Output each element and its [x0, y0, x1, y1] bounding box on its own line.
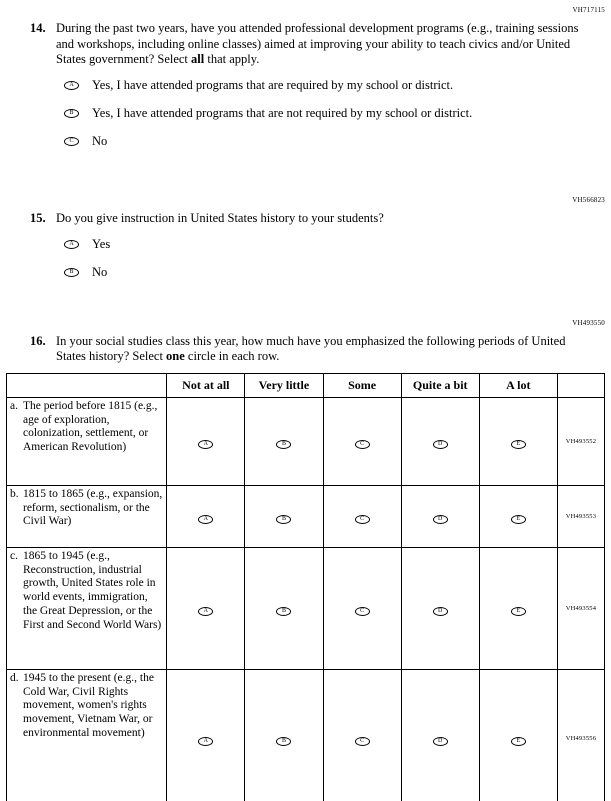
q16-row-b-oval-some[interactable]: [355, 515, 370, 524]
q16-col-very-little: Very little: [245, 373, 323, 397]
oval-letter: A: [203, 441, 208, 448]
q16-row-c-oval-quite-a-bit[interactable]: [433, 607, 448, 616]
q14-option-3-oval-letter: C: [69, 138, 74, 145]
q16-header-stub: [7, 373, 167, 397]
oval-letter: C: [360, 608, 365, 615]
q14-options: [0, 78, 611, 149]
q16-row-b-cell-2: [245, 485, 323, 547]
q15-option-1-oval-letter: A: [69, 241, 74, 247]
q15-option-2-oval-letter: B: [69, 269, 74, 275]
q14-option-3-oval[interactable]: [64, 137, 79, 146]
q16-row-c-oval-very-little[interactable]: [276, 607, 291, 616]
oval-letter: E: [516, 738, 521, 745]
q16-row-a-cell-2: [245, 397, 323, 485]
question-15: [0, 209, 611, 227]
q16-row-c-cell-5: [479, 547, 557, 669]
q16-row-a-letter: a.: [10, 399, 18, 412]
oval-letter: E: [516, 441, 521, 448]
question-16: [0, 332, 611, 365]
q14-option-1-oval[interactable]: [64, 81, 79, 90]
oval-letter: B: [281, 516, 286, 523]
oval-letter: D: [438, 738, 443, 745]
q16-row-d-oval-very-little[interactable]: [276, 737, 291, 746]
q15-option-2-oval[interactable]: [64, 268, 79, 277]
oval-letter: A: [203, 738, 208, 745]
q15-option-2: [64, 265, 611, 280]
q16-text-bold: one: [166, 349, 185, 364]
oval-letter: B: [281, 738, 286, 745]
q16-row-d-cell-2: [245, 669, 323, 801]
q16-row-c-cell-3: [323, 547, 401, 669]
q16-header-row: [7, 373, 605, 397]
q16-row-d-letter: d.: [10, 671, 19, 684]
q14-option-3-label: No: [92, 133, 108, 148]
q16-row-c-oval-a-lot[interactable]: [511, 607, 526, 616]
q14-option-2: [64, 106, 611, 121]
q15-item-code: VH566823: [572, 195, 605, 204]
question-14: [0, 19, 611, 68]
q16-table: [6, 373, 605, 801]
oval-letter: C: [360, 441, 365, 448]
q16-row-b: [7, 485, 605, 547]
q16-row-d-oval-not-at-all[interactable]: [198, 737, 213, 746]
q15-option-1-oval[interactable]: [64, 240, 79, 249]
q16-row-c: [7, 547, 605, 669]
q16-col-not-at-all: Not at all: [167, 373, 245, 397]
q15-option-2-label: No: [92, 264, 108, 279]
q16-row-b-oval-a-lot[interactable]: [511, 515, 526, 524]
q16-row-d-cell-1: [167, 669, 245, 801]
q16-row-c-label: 1865 to 1945 (e.g., Reconstruction, industrial growth, United States role in world events, immigration, the Great Depression, or the First and Second World Wars): [23, 549, 162, 631]
q14-option-1-label: Yes, I have attended programs that are required by my school or district.: [92, 77, 454, 92]
oval-letter: A: [203, 516, 208, 523]
q16-row-d-cell-5: [479, 669, 557, 801]
q16-row-d-oval-a-lot[interactable]: [511, 737, 526, 746]
q15-number: 15.: [30, 210, 46, 225]
q16-row-b-oval-quite-a-bit[interactable]: [433, 515, 448, 524]
q16-row-b-label: 1815 to 1865 (e.g., expansion, reform, sectionalism, or the Civil War): [23, 487, 163, 528]
oval-letter: B: [281, 608, 286, 615]
spacer: [0, 162, 611, 196]
q16-row-b-letter: b.: [10, 487, 19, 500]
q14-text: [56, 21, 581, 68]
q15-option-1-label: Yes: [92, 236, 111, 251]
q16-row-d-label: 1945 to the present (e.g., the Cold War, Civil Rights movement, women's rights movement, Vietnam War, or environmental movement): [23, 671, 154, 739]
q16-row-a: [7, 397, 605, 485]
q16-row-c-cell-2: [245, 547, 323, 669]
q16-row-d-cell-4: [401, 669, 479, 801]
oval-letter: D: [438, 608, 443, 615]
q16-row-a-oval-very-little[interactable]: [276, 440, 291, 449]
q16-row-a-code: VH493552: [557, 397, 604, 485]
q16-row-b-cell-1: [167, 485, 245, 547]
q16-text-after: circle in each row.: [184, 349, 280, 364]
q16-row-c-oval-some[interactable]: [355, 607, 370, 616]
q16-row-a-cell-3: [323, 397, 401, 485]
q14-number: 14.: [30, 21, 46, 35]
q14-option-2-oval-letter: B: [69, 110, 74, 117]
q16-row-c-cell-1: [167, 547, 245, 669]
q16-row-b-code: VH493553: [557, 485, 604, 547]
oval-letter: B: [281, 441, 286, 448]
q16-row-b-oval-not-at-all[interactable]: [198, 515, 213, 524]
q16-row-a-oval-not-at-all[interactable]: [198, 440, 213, 449]
q16-header-code: [557, 373, 604, 397]
q16-row-d-oval-some[interactable]: [355, 737, 370, 746]
q16-number: 16.: [30, 333, 46, 348]
q16-row-d-label-cell: [7, 669, 167, 801]
q16-row-d: [7, 669, 605, 801]
q16-row-a-cell-1: [167, 397, 245, 485]
q14-text-before: During the past two years, have you attended professional development programs (e.g., training sessions and workshops, including online classes) aimed at improving your ability to teach civics and/or United States government? Select: [56, 21, 579, 67]
q14-option-1: [64, 78, 611, 93]
q16-text: [56, 334, 581, 365]
q16-row-c-code: VH493554: [557, 547, 604, 669]
q16-row-b-oval-very-little[interactable]: [276, 515, 291, 524]
q16-row-b-label-cell: [7, 485, 167, 547]
q15-text: Do you give instruction in United States history to your students?: [56, 210, 384, 225]
q16-col-quite-a-bit: Quite a bit: [401, 373, 479, 397]
q16-col-some: Some: [323, 373, 401, 397]
q16-row-c-label-cell: [7, 547, 167, 669]
q16-row-c-oval-not-at-all[interactable]: [198, 607, 213, 616]
q14-text-after: that apply.: [204, 52, 260, 67]
oval-letter: D: [438, 441, 443, 448]
oval-letter: C: [360, 516, 365, 523]
q14-option-2-label: Yes, I have attended programs that are not required by my school or district.: [92, 105, 473, 120]
oval-letter: D: [438, 516, 443, 523]
q16-row-b-cell-3: [323, 485, 401, 547]
q16-text-before: In your social studies class this year, how much have you emphasized the following periods of United States history? Select: [56, 333, 566, 364]
q16-row-d-oval-quite-a-bit[interactable]: [433, 737, 448, 746]
q16-row-a-oval-a-lot[interactable]: [511, 440, 526, 449]
q16-row-c-letter: c.: [10, 549, 18, 562]
q16-row-c-cell-4: [401, 547, 479, 669]
q16-row-a-cell-4: [401, 397, 479, 485]
oval-letter: C: [360, 738, 365, 745]
q14-text-bold: all: [191, 52, 205, 67]
q16-row-a-cell-5: [479, 397, 557, 485]
q16-col-a-lot: A lot: [479, 373, 557, 397]
q16-item-code: VH493550: [572, 318, 605, 327]
q16-row-d-cell-3: [323, 669, 401, 801]
oval-letter: E: [516, 516, 521, 523]
q16-row-b-cell-5: [479, 485, 557, 547]
q16-row-a-label: The period before 1815 (e.g., age of exploration, colonization, settlement, or American Revolution): [23, 399, 158, 454]
q16-row-a-label-cell: [7, 397, 167, 485]
oval-letter: A: [203, 608, 208, 615]
q16-row-b-cell-4: [401, 485, 479, 547]
oval-letter: E: [516, 608, 521, 615]
q14-option-3: [64, 134, 611, 149]
q16-row-a-oval-some[interactable]: [355, 440, 370, 449]
q14-option-2-oval[interactable]: [64, 109, 79, 118]
q14-item-code: VH717115: [572, 6, 605, 14]
q16-row-d-code: VH493556: [557, 669, 604, 801]
q15-options: [0, 237, 611, 280]
spacer: [0, 293, 611, 319]
q16-row-a-oval-quite-a-bit[interactable]: [433, 440, 448, 449]
q14-option-1-oval-letter: A: [69, 82, 74, 89]
q15-option-1: [64, 237, 611, 252]
